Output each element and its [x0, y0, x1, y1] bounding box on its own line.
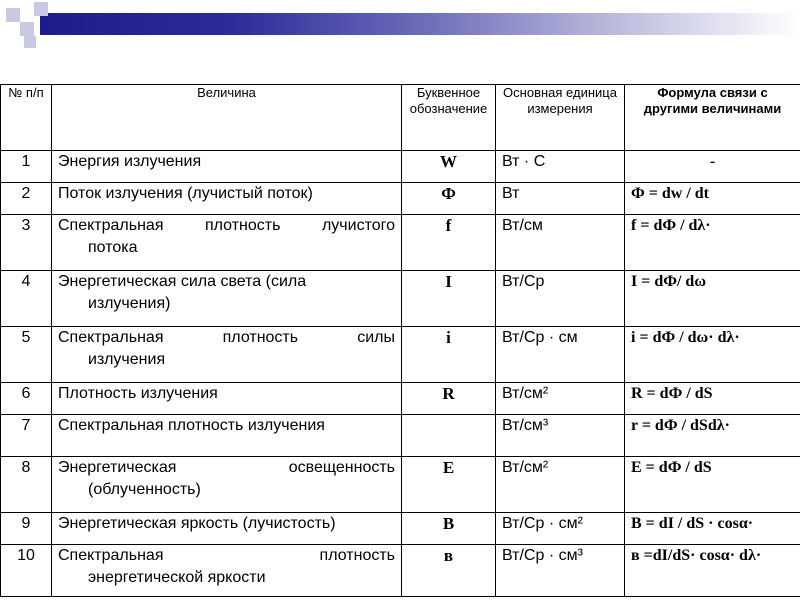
row-formula: -	[625, 151, 800, 183]
quantity-line-1: Поток излучения (лучистый поток)	[58, 185, 313, 202]
row-symbol: R	[402, 383, 496, 415]
table-row	[1, 327, 800, 383]
quantity-line-2: излучения)	[88, 295, 171, 312]
row-symbol: I	[402, 271, 496, 327]
header-unit: Основная единица измерения	[496, 85, 625, 151]
decorative-header-band	[0, 0, 800, 50]
row-unit: Вт/см	[496, 215, 625, 271]
row-formula: r = dФ / dSdλ·	[625, 415, 800, 457]
table-row	[1, 215, 800, 271]
quantity-line-2: потока	[88, 239, 138, 256]
decor-square	[24, 36, 36, 48]
table-row	[1, 383, 800, 415]
row-formula: в =dI/dS· cosα· dλ·	[625, 545, 800, 597]
row-num: 10	[1, 545, 52, 597]
table-header-row	[1, 85, 800, 151]
header-formula: Формула связи с другими величинами	[625, 85, 800, 151]
row-unit: Вт/Ср · см³	[496, 545, 625, 597]
row-formula: B = dI / dS · cosα·	[625, 513, 800, 545]
row-formula: i = dФ / dω· dλ·	[625, 327, 800, 383]
row-num: 1	[1, 151, 52, 183]
quantity-line-1: Спектральная плотность излучения	[58, 417, 325, 434]
row-formula: f = dФ / dλ·	[625, 215, 800, 271]
row-symbol: W	[402, 151, 496, 183]
row-symbol: Ф	[402, 183, 496, 215]
quantity-line-1: Энергетическая сила света (сила	[58, 273, 307, 290]
row-symbol: B	[402, 513, 496, 545]
decor-square	[34, 2, 48, 16]
row-num: 5	[1, 327, 52, 383]
row-quantity	[52, 183, 402, 215]
quantity-line-1: Спектральная плотность силы	[58, 329, 395, 346]
row-num: 8	[1, 457, 52, 513]
row-quantity	[52, 271, 402, 327]
header-num: № п/п	[1, 85, 52, 151]
quantities-table	[0, 84, 800, 597]
table-row	[1, 545, 800, 597]
header-quantity: Величина	[52, 85, 402, 151]
row-symbol	[402, 415, 496, 457]
row-quantity	[52, 415, 402, 457]
row-formula: R = dФ / dS	[625, 383, 800, 415]
row-num: 9	[1, 513, 52, 545]
row-quantity	[52, 513, 402, 545]
table-row	[1, 513, 800, 545]
row-quantity	[52, 457, 402, 513]
quantity-line-2: излучения	[88, 351, 166, 368]
gradient-bar	[40, 13, 800, 35]
row-formula: E = dФ / dS	[625, 457, 800, 513]
row-unit: Вт/см³	[496, 415, 625, 457]
row-num: 7	[1, 415, 52, 457]
row-quantity	[52, 215, 402, 271]
quantity-line-1: Энергетическая яркость (лучистость)	[58, 515, 336, 532]
decor-square	[6, 8, 20, 22]
row-unit: Вт/см²	[496, 457, 625, 513]
decor-square	[20, 22, 34, 36]
row-num: 6	[1, 383, 52, 415]
quantity-line-1: Спектральная плотность	[58, 547, 395, 564]
table-row	[1, 457, 800, 513]
quantity-line-1: Плотность излучения	[58, 385, 218, 402]
row-quantity	[52, 327, 402, 383]
row-symbol: в	[402, 545, 496, 597]
table-row	[1, 271, 800, 327]
row-formula: I = dФ/ dω	[625, 271, 800, 327]
quantity-line-2: энергетической яркости	[88, 569, 266, 586]
quantity-line-1: Энергетическая освещенность	[58, 459, 395, 476]
quantity-line-1: Энергия излучения	[58, 153, 202, 170]
row-symbol: E	[402, 457, 496, 513]
table-row	[1, 183, 800, 215]
quantity-line-2: (облученность)	[88, 481, 201, 498]
row-unit: Вт · С	[496, 151, 625, 183]
row-num: 2	[1, 183, 52, 215]
table-row	[1, 415, 800, 457]
row-unit: Вт	[496, 183, 625, 215]
row-symbol: f	[402, 215, 496, 271]
row-num: 3	[1, 215, 52, 271]
row-num: 4	[1, 271, 52, 327]
row-unit: Вт/Ср	[496, 271, 625, 327]
row-symbol: i	[402, 327, 496, 383]
row-unit: Вт/Ср · см²	[496, 513, 625, 545]
row-formula: Ф = dw / dt	[625, 183, 800, 215]
row-unit: Вт/см²	[496, 383, 625, 415]
row-quantity	[52, 383, 402, 415]
row-unit: Вт/Ср · см	[496, 327, 625, 383]
row-quantity	[52, 151, 402, 183]
header-symbol: Буквенное обозначение	[402, 85, 496, 151]
quantity-line-1: Спектральная плотность лучистого	[58, 217, 395, 234]
table-row	[1, 151, 800, 183]
row-quantity	[52, 545, 402, 597]
